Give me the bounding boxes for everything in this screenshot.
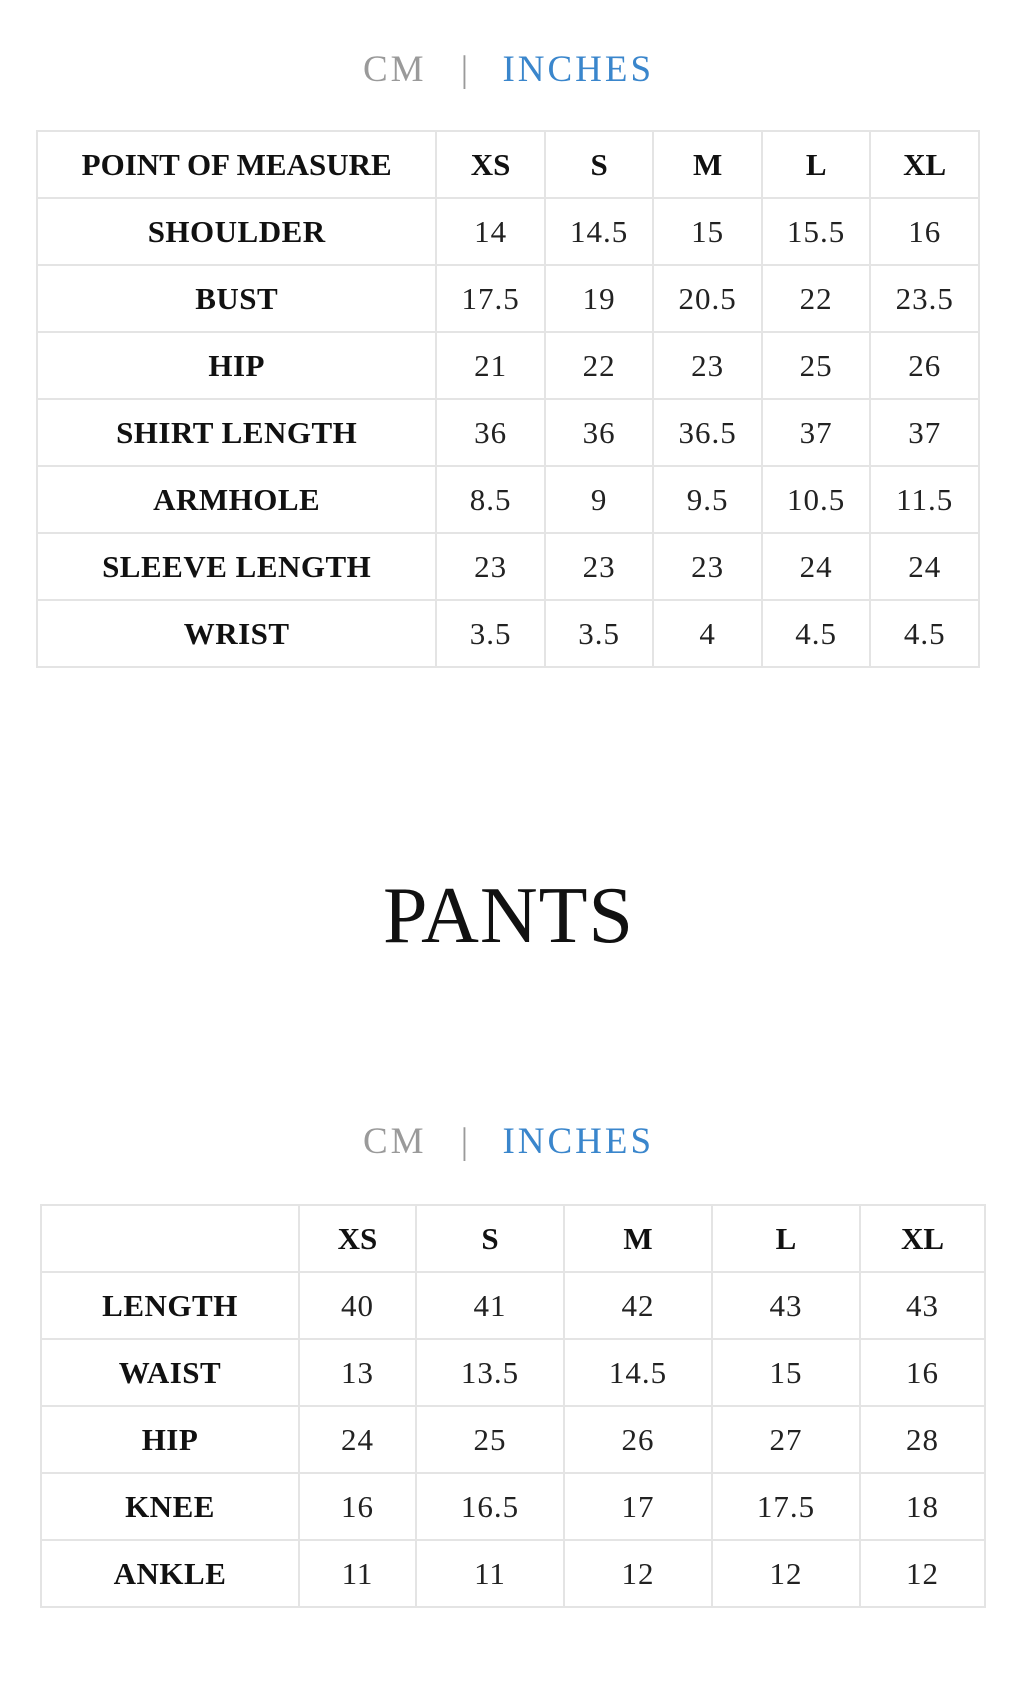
table-row (37, 198, 979, 265)
row-label: SHOULDER (37, 198, 436, 265)
row-label: LENGTH (41, 1272, 299, 1339)
shirt-header-point-of-measure: POINT OF MEASURE (37, 131, 436, 198)
cell-value: 11 (416, 1540, 564, 1607)
table-row (41, 1272, 985, 1339)
cell-value: 25 (416, 1406, 564, 1473)
cell-value: 41 (416, 1272, 564, 1339)
cell-value: 9.5 (653, 466, 762, 533)
pants-unit-separator: | (460, 1121, 469, 1162)
row-label: SLEEVE LENGTH (37, 533, 436, 600)
cell-value: 4.5 (762, 600, 871, 667)
row-label: ANKLE (41, 1540, 299, 1607)
cell-value: 14 (436, 198, 545, 265)
cell-value: 16.5 (416, 1473, 564, 1540)
pants-header-xs: XS (299, 1205, 416, 1272)
cell-value: 26 (870, 332, 979, 399)
pants-unit-inches-option[interactable]: INCHES (502, 1121, 655, 1162)
pants-unit-toggle (0, 1120, 1017, 1164)
cell-value: 16 (299, 1473, 416, 1540)
pants-size-table (40, 1204, 986, 1608)
cell-value: 28 (860, 1406, 985, 1473)
cell-value: 37 (762, 399, 871, 466)
cell-value: 3.5 (545, 600, 654, 667)
row-label: HIP (37, 332, 436, 399)
pants-header-xl: XL (860, 1205, 985, 1272)
row-label: HIP (41, 1406, 299, 1473)
cell-value: 10.5 (762, 466, 871, 533)
cell-value: 17 (564, 1473, 712, 1540)
shirt-header-m: M (653, 131, 762, 198)
table-row (37, 466, 979, 533)
pants-header-blank (41, 1205, 299, 1272)
cell-value: 23 (436, 533, 545, 600)
cell-value: 4 (653, 600, 762, 667)
table-row (37, 399, 979, 466)
cell-value: 23 (653, 332, 762, 399)
cell-value: 40 (299, 1272, 416, 1339)
cell-value: 23.5 (870, 265, 979, 332)
shirt-header-l: L (762, 131, 871, 198)
cell-value: 11 (299, 1540, 416, 1607)
cell-value: 36.5 (653, 399, 762, 466)
cell-value: 25 (762, 332, 871, 399)
cell-value: 15 (712, 1339, 860, 1406)
cell-value: 23 (545, 533, 654, 600)
shirt-header-xl: XL (870, 131, 979, 198)
table-row (41, 1540, 985, 1607)
pants-header-s: S (416, 1205, 564, 1272)
pants-unit-cm-option[interactable]: CM (362, 1121, 427, 1162)
cell-value: 43 (860, 1272, 985, 1339)
cell-value: 4.5 (870, 600, 979, 667)
cell-value: 12 (564, 1540, 712, 1607)
cell-value: 9 (545, 466, 654, 533)
cell-value: 36 (436, 399, 545, 466)
cell-value: 15 (653, 198, 762, 265)
cell-value: 37 (870, 399, 979, 466)
table-row (41, 1406, 985, 1473)
shirt-unit-toggle (0, 48, 1017, 92)
shirt-header-xs: XS (436, 131, 545, 198)
cell-value: 16 (870, 198, 979, 265)
table-row (37, 533, 979, 600)
shirt-size-table (36, 130, 980, 668)
cell-value: 11.5 (870, 466, 979, 533)
cell-value: 12 (860, 1540, 985, 1607)
row-label: ARMHOLE (37, 466, 436, 533)
cell-value: 14.5 (545, 198, 654, 265)
cell-value: 23 (653, 533, 762, 600)
cell-value: 43 (712, 1272, 860, 1339)
cell-value: 26 (564, 1406, 712, 1473)
cell-value: 24 (762, 533, 871, 600)
cell-value: 19 (545, 265, 654, 332)
shirt-header-row (37, 131, 979, 198)
cell-value: 17.5 (436, 265, 545, 332)
cell-value: 18 (860, 1473, 985, 1540)
cell-value: 22 (762, 265, 871, 332)
pants-header-l: L (712, 1205, 860, 1272)
table-row (37, 265, 979, 332)
row-label: BUST (37, 265, 436, 332)
cell-value: 36 (545, 399, 654, 466)
cell-value: 27 (712, 1406, 860, 1473)
shirt-unit-inches-option[interactable]: INCHES (502, 49, 655, 90)
cell-value: 14.5 (564, 1339, 712, 1406)
table-row (41, 1339, 985, 1406)
pants-header-m: M (564, 1205, 712, 1272)
row-label: WAIST (41, 1339, 299, 1406)
pants-section-title: PANTS (382, 872, 635, 960)
cell-value: 8.5 (436, 466, 545, 533)
row-label: WRIST (37, 600, 436, 667)
table-row (41, 1473, 985, 1540)
cell-value: 17.5 (712, 1473, 860, 1540)
cell-value: 15.5 (762, 198, 871, 265)
cell-value: 16 (860, 1339, 985, 1406)
shirt-header-s: S (545, 131, 654, 198)
cell-value: 13 (299, 1339, 416, 1406)
cell-value: 42 (564, 1272, 712, 1339)
cell-value: 3.5 (436, 600, 545, 667)
table-row (37, 600, 979, 667)
shirt-unit-cm-option[interactable]: CM (362, 49, 427, 90)
cell-value: 22 (545, 332, 654, 399)
table-row (37, 332, 979, 399)
cell-value: 21 (436, 332, 545, 399)
cell-value: 13.5 (416, 1339, 564, 1406)
cell-value: 12 (712, 1540, 860, 1607)
row-label: KNEE (41, 1473, 299, 1540)
shirt-unit-separator: | (460, 49, 469, 90)
pants-header-row (41, 1205, 985, 1272)
row-label: SHIRT LENGTH (37, 399, 436, 466)
cell-value: 24 (299, 1406, 416, 1473)
cell-value: 20.5 (653, 265, 762, 332)
cell-value: 24 (870, 533, 979, 600)
